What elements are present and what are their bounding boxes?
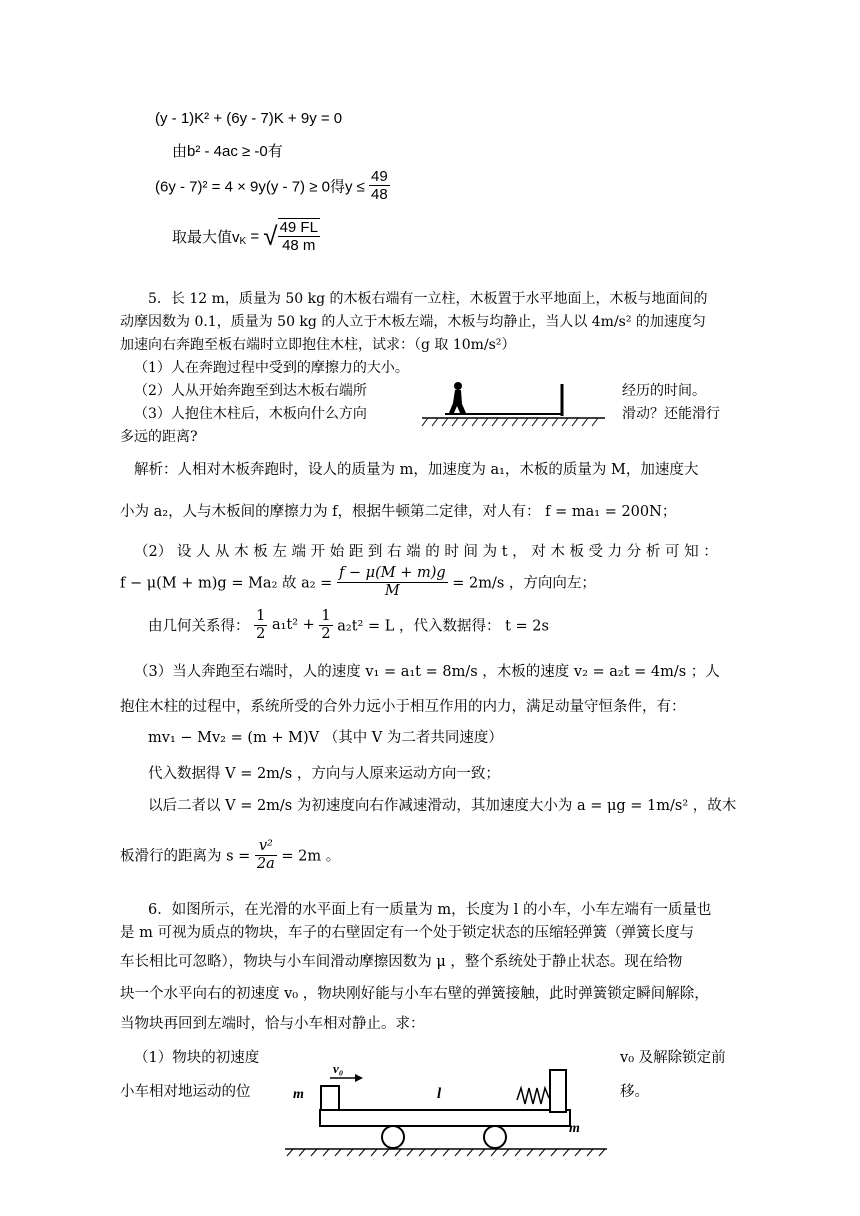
derivation-eq3-den: 48 — [371, 186, 388, 204]
p5-sol5-half-2-num: 1 — [321, 608, 331, 624]
cart-ground-hatching — [287, 1149, 605, 1156]
p6-line2: 是 m 可视为质点的物块，车子的右壁固定有一个处于锁定状态的压缩轻弹簧（弹簧长度与 — [120, 925, 694, 941]
cart-body — [320, 1110, 570, 1126]
p5-sol7: 抱住木柱的过程中，系统所受的合外力远小于相互作用的内力，满足动量守恒条件，有： — [120, 699, 686, 715]
p5-sol4 — [120, 565, 596, 599]
p5-sol5-half-1-num: 1 — [256, 608, 266, 624]
p5-sol11-right: = 2m 。 — [281, 848, 341, 865]
fig-l: l — [437, 1086, 442, 1102]
p5-sol4-right: = 2m/s ，方向向左； — [452, 575, 596, 592]
p5-sol11 — [120, 838, 340, 872]
derivation-eq4-left: 取最大值v — [172, 228, 240, 246]
p5-sol11-fraction — [255, 838, 277, 872]
fig-m-left: m — [293, 1087, 304, 1102]
p5-q2b: 经历的时间。 — [622, 383, 706, 399]
p5-sol4-fraction — [337, 565, 448, 599]
p5-sol5-half-2 — [319, 608, 332, 642]
derivation-eq4-sub: K — [239, 236, 247, 248]
p5-sol10: 以后二者以 V = 2m/s 为初速度向右作减速滑动，其加速度大小为 a = μg = 1m/s² ，故木 — [148, 798, 737, 814]
p6-line3: 车长相比可忽略），物块与小车间滑动摩擦因数为 μ ，整个系统处于静止状态。现在给物 — [120, 954, 683, 970]
p5-sol8: mv₁ − Mv₂ = (m + M)V （其中 V 为二者共同速度） — [148, 730, 503, 746]
p5-line1: 5．长 12 m，质量为 50 kg 的木板右端有一立柱，木板置于水平地面上，木板与地面间的 — [148, 291, 708, 307]
p6-line5: 当物块再回到左端时，恰与小车相对静止。求： — [120, 1016, 425, 1032]
derivation-eq2: 由b² - 4ac ≥ -0有 — [172, 143, 283, 160]
cart-right-wall — [550, 1070, 566, 1112]
p5-line3: 加速向右奔跑至板右端时立即抱住木柱，试求：（g 取 10m/s²） — [120, 337, 516, 353]
spring-icon — [517, 1088, 549, 1104]
p5-sol5-half-1-den: 2 — [256, 625, 266, 642]
derivation-eq4-den: 48 m — [282, 237, 316, 255]
p6-line4: 块一个水平向右的初速度 v₀ ，物块刚好能与小车右壁的弹簧接触，此时弹簧锁定瞬间解除， — [120, 986, 709, 1002]
p5-sol1: 解析：人相对木板奔跑时，设人的质量为 m，加速度为 a₁，木板的质量为 M，加速度大 — [134, 462, 699, 478]
p5-sol5 — [148, 608, 549, 642]
p5-line2: 动摩因数为 0.1，质量为 50 kg 的人立于木板左端，木板与均静止，当人以 4m/s² 的加速度匀 — [120, 314, 706, 330]
p5-sol5-half-2-den: 2 — [321, 625, 331, 642]
cart-figure — [285, 1060, 610, 1160]
p6-q1a: （1）物块的初速度 — [134, 1050, 260, 1066]
derivation-eq3-left: (6y - 7)² = 4 × 9y(y - 7) ≥ 0得y ≤ — [155, 178, 365, 196]
p5-q3a: （3）人抱住木柱后，木板向什么方向 — [134, 406, 367, 422]
p6-q1b: v₀ 及解除锁定前 — [620, 1050, 726, 1066]
p5-sol4-num: f − μ(M + m)g — [338, 565, 446, 581]
wheel-left — [382, 1126, 404, 1148]
p5-q3b: 滑动？还能滑行 — [622, 406, 720, 422]
derivation-eq1: (y - 1)K² + (6y - 7)K + 9y = 0 — [155, 110, 343, 127]
derivation-eq4-fraction — [278, 218, 320, 255]
p5-sol4-left: f − μ(M + m)g = Ma₂ 故 a₂ = — [120, 575, 333, 592]
p5-q3c: 多远的距离? — [120, 429, 198, 445]
p5-sol9: 代入数据得 V = 2m/s ，方向与人原来运动方向一致； — [148, 766, 500, 782]
p6-q1c: 小车相对地运动的位 — [120, 1084, 251, 1100]
p5-sol11-left: 板滑行的距离为 s = — [120, 848, 251, 865]
derivation-eq4: 取最大值$v_K$ = √ $\frac{49 FL}{48 m}$ — [172, 219, 318, 255]
p5-q1: （1）人在奔跑过程中受到的摩擦力的大小。 — [134, 360, 409, 376]
derivation-eq4-num: 49 FL — [279, 219, 318, 236]
fig-v0: v₀ — [333, 1061, 344, 1076]
p6-line1: 6．如图所示，在光滑的水平面上有一质量为 m，长度为 l 的小车，小车左端有一质量也 — [148, 902, 712, 918]
p6-q1d: 移。 — [620, 1084, 649, 1100]
derivation-eq3-fraction — [369, 168, 390, 204]
p5-sol11-den: 2a — [256, 855, 275, 872]
p5-sol5-mid1: a₁t² + — [271, 617, 315, 634]
person-icon — [449, 382, 466, 413]
wheel-right — [484, 1126, 506, 1148]
p5-sol2: 小为 a₂，人与木板间的摩擦力为 f，根据牛顿第二定律，对人有： f = ma₁ = 200N； — [120, 504, 677, 520]
p5-sol5-half-1 — [254, 608, 267, 642]
p5-sol4-den: M — [384, 582, 400, 599]
ground-hatching — [422, 418, 598, 426]
fig-m-right: m — [569, 1121, 580, 1136]
block — [321, 1086, 339, 1110]
p5-sol6: （3）当人奔跑至右端时，人的速度 v₁ = a₁t = 8m/s ，木板的速度 v₂ = a₂t = 4m/s ；人 — [134, 664, 720, 680]
derivation-eq3 — [155, 168, 390, 204]
p5-sol11-num: v² — [255, 838, 277, 856]
p5-sol5-left: 由几何关系得： — [148, 618, 250, 635]
p5-q2a: （2）人从开始奔跑至到达木板右端所 — [134, 383, 367, 399]
derivation-eq3-num: 49 — [371, 168, 388, 185]
board-figure — [420, 376, 610, 431]
p5-sol3: （2） 设 人 从 木 板 左 端 开 始 距 到 右 端 的 时 间 为 t ， 对 木 板 受 力 分 析 可 知 ： — [134, 544, 718, 560]
p5-sol5-mid2: a₂t² = L ，代入数据得： t = 2s — [337, 618, 549, 635]
